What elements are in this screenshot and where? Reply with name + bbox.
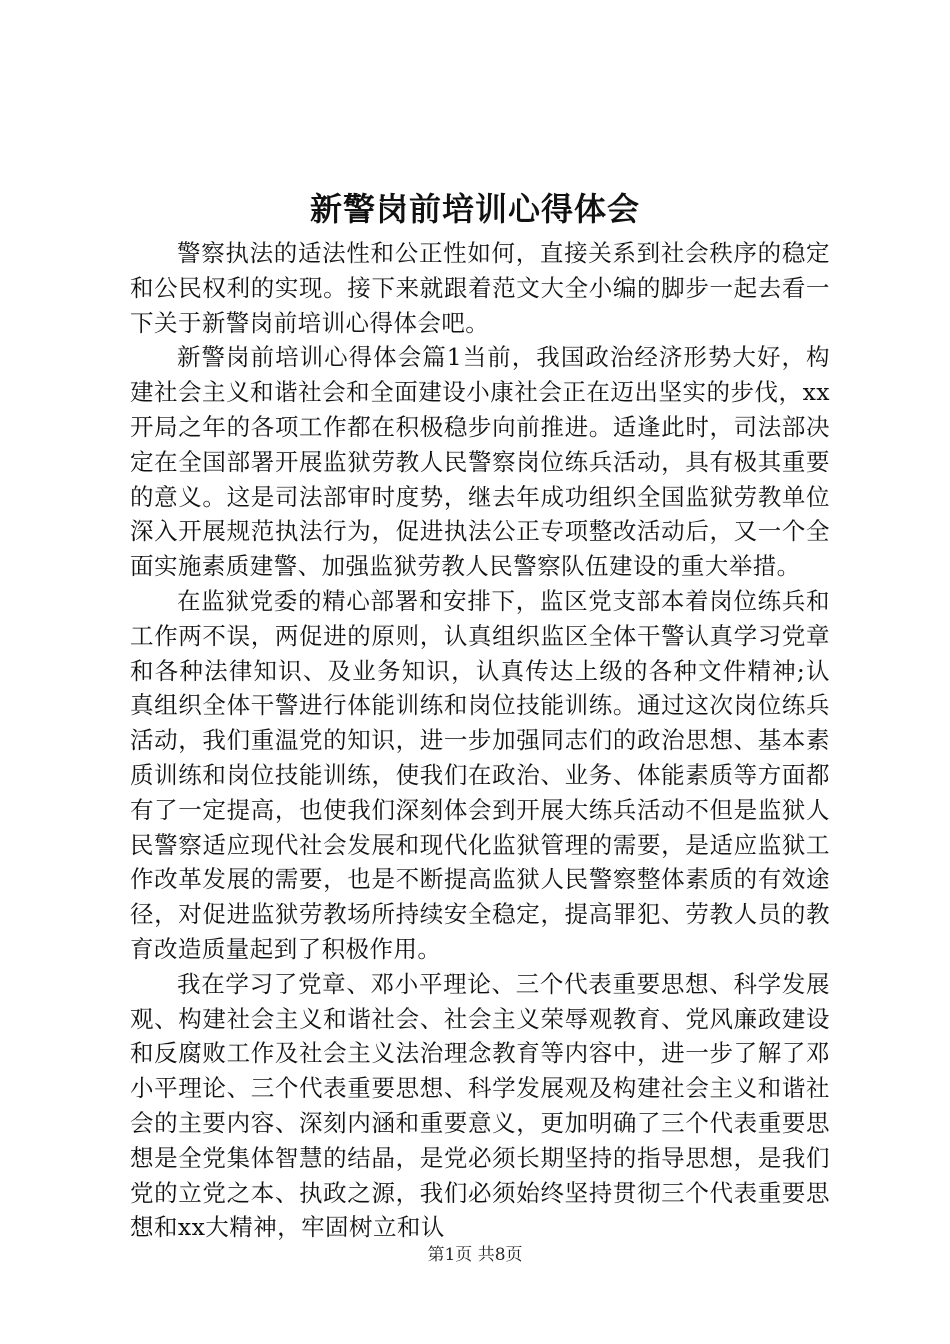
document-title: 新警岗前培训心得体会: [309, 190, 640, 228]
paragraph-1: 新警岗前培训心得体会篇1当前，我国政治经济形势大好，构建社会主义和谐社会和全面建设小康社会正在迈出坚实的步伐，xx开局之年的各项工作都在积极稳步向前推进。适逢此时，司法部决定在全国部署开展监狱劳教人民警察岗位练兵活动，具有极其重要的意义。这是司法部审时度势，继去年成功组织全国监狱劳教单位深入开展规范执法行为，促进执法公正专项整改活动后，又一个全面实施素质建警、加强监狱劳教人民警察队伍建设的重大举措。: [130, 343, 830, 581]
document-body: [130, 236, 830, 1245]
paragraph-3: 我在学习了党章、邓小平理论、三个代表重要思想、科学发展观、构建社会主义和谐社会、社会主义荣辱观教育、党风廉政建设和反腐败工作及社会主义法治理念教育等内容中，进一步了解了邓小平理论、三个代表重要思想、科学发展观及构建社会主义和谐社会的主要内容、深刻内涵和重要意义，更加明确了三个代表重要思想是全党集体智慧的结晶，是党必须长期坚持的指导思想，是我们党的立党之本、执政之源，我们必须始终坚持贯彻三个代表重要思想和xx大精神，牢固树立和认: [130, 969, 830, 1242]
paragraph-2: 在监狱党委的精心部署和安排下，监区党支部本着岗位练兵和工作两不误，两促进的原则，认真组织监区全体干警认真学习党章和各种法律知识、及业务知识，认真传达上级的各种文件精神;认真组织全体干警进行体能训练和岗位技能训练。通过这次岗位练兵活动，我们重温党的知识，进一步加强同志们的政治思想、基本素质训练和岗位技能训练，使我们在政治、业务、体能素质等方面都有了一定提高，也使我们深刻体会到开展大练兵活动不但是监狱人民警察适应现代社会发展和现代化监狱管理的需要，是适应监狱工作改革发展的需要，也是不断提高监狱人民警察整体素质的有效途径，对促进监狱劳教场所持续安全稳定，提高罪犯、劳教人员的教育改造质量起到了积极作用。: [130, 586, 830, 963]
paragraph-intro: 警察执法的适法性和公正性如何，直接关系到社会秩序的稳定和公民权利的实现。接下来就跟着范文大全小编的脚步一起去看一下关于新警岗前培训心得体会吧。: [130, 239, 830, 337]
page-number-footer: 第1页 共8页: [427, 1245, 523, 1265]
